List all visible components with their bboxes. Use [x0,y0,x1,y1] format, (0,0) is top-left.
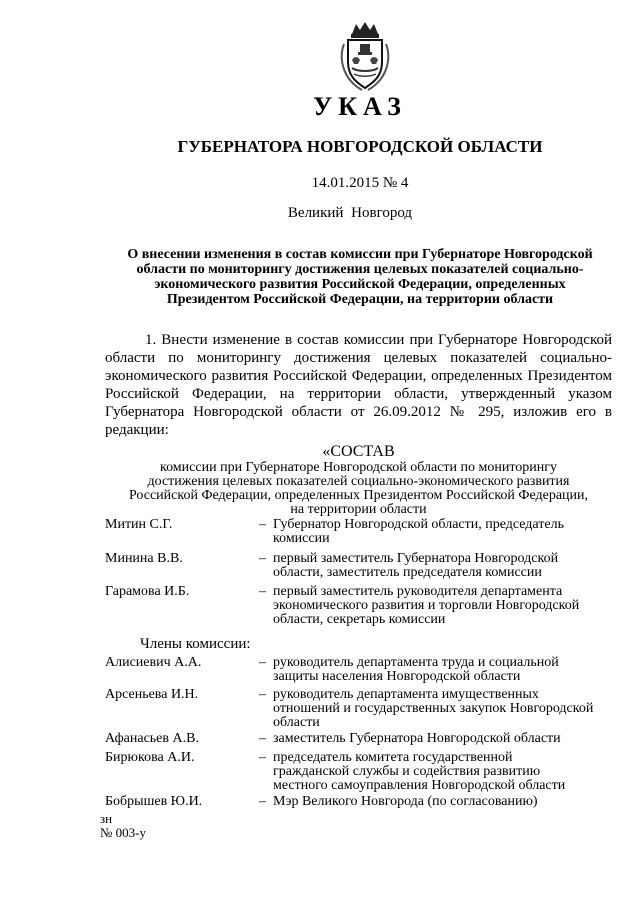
document-type-title: УКАЗ [313,92,407,121]
member-name: Арсеньева И.Н. [105,687,199,702]
paragraph-text: 1. Внести изменение в состав комиссии при Губернаторе Новгородской области по мониторингу достижения целевых показателей социально-экономического развития Российской Федерации, определенных Президентом Российской Федерации, на территории области, утвержденный указом Губернатора Новгородской области от 26.09.2012 № 295, изложив его в редакции: [105,332,612,438]
members-label: Члены комиссии: [140,636,251,652]
sostav-title: «СОСТАВ [322,443,395,460]
member-role: – первый заместитель Губернатора Новгородской области, заместитель председателя комиссии [259,551,559,580]
sostav-subtitle-line: комиссии при Губернаторе Новгородской области по мониторингу [159,460,558,475]
sostav-subtitle-line: на территории области [290,502,427,517]
member-role: – руководитель департамента имущественных отношений и государственных закупок Новгородской области [259,687,594,730]
member-role: – заместитель Губернатора Новгородской области [259,731,561,746]
member-role: – Губернатор Новгородской области, председатель комиссии [259,517,564,546]
sostav-subtitle [105,461,612,517]
heading-line: Президентом Российской Федерации, на территории области [166,292,554,307]
heading-line: экономического развития Российской Федерации, определенных [154,277,566,292]
member-role: – руководитель департамента труда и социальной защиты населения Новгородской области [259,655,559,684]
issuer-subtitle: ГУБЕРНАТОРА НОВГОРОДСКОЙ ОБЛАСТИ [177,137,543,156]
heading-line: области по мониторингу достижения целевых показателей социально- [136,262,584,277]
body-paragraph [105,331,612,439]
footer-doc-number: № 003-у [100,825,146,840]
date-number: 14.01.2015 № 4 [311,175,409,191]
member-role: – Мэр Великого Новгорода (по согласованию) [259,794,538,809]
member-name: Митин С.Г. [105,517,173,532]
decree-heading [110,247,610,307]
place-of-issue: Великий Новгород [287,205,413,221]
member-role: – председатель комитета государственной гражданской службы и содействия развитию местного самоуправления Новгородской области [259,750,566,793]
sostav-subtitle-line: Российской Федерации, определенных Президентом Российской Федерации, [128,488,589,503]
sostav-subtitle-line: достижения целевых показателей социально-экономического развития [147,474,570,489]
member-name: Афанасьев А.В. [105,731,199,746]
heading-line: О внесении изменения в состав комиссии при Губернаторе Новгородской [127,247,593,262]
member-role: – первый заместитель руководителя департамента экономического развития и торговли Новгородской области, секретарь комиссии [259,584,580,627]
member-name: Бобрышев Ю.И. [105,794,203,809]
member-name: Гарамова И.Б. [105,584,190,599]
member-name: Минина В.В. [105,551,183,566]
coat-of-arms-icon [336,20,394,92]
member-name: Алисиевич А.А. [105,655,202,670]
footer-initials: зн [100,811,113,826]
member-name: Бирюкова А.И. [105,750,195,765]
